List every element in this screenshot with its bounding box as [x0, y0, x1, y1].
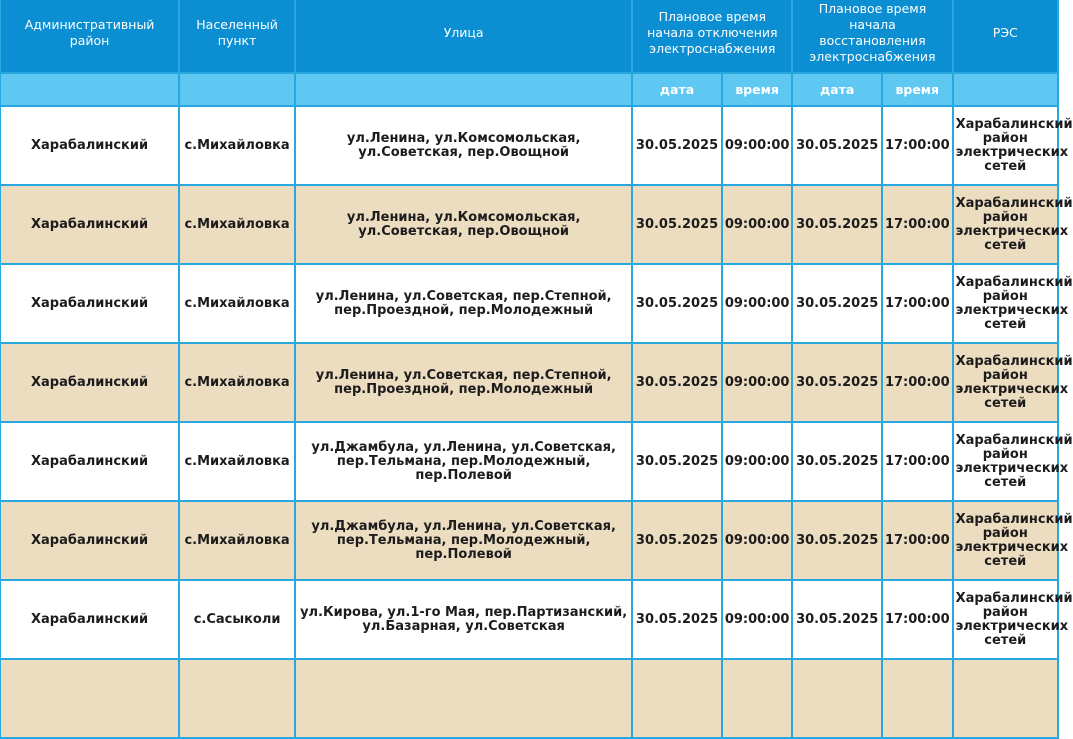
cell-off-time: 09:00:00 — [722, 343, 793, 422]
cell-res: Харабалинский район электрических сетей — [953, 422, 1058, 501]
cell-on-time: 17:00:00 — [882, 422, 953, 501]
cell-locality: с.Михайловка — [179, 185, 295, 264]
cell-on-date: 30.05.2025 — [792, 106, 882, 185]
table-row — [0, 501, 1058, 580]
header-locality: Населенный пункт — [179, 0, 295, 73]
cell-district: Харабалинский — [0, 580, 179, 659]
header-restore-start: Плановое время начала восстановления электроснабжения — [792, 0, 952, 73]
cell-streets: ул.Ленина, ул.Комсомольская, ул.Советская, пер.Овощной — [295, 185, 632, 264]
subheader-empty — [953, 73, 1058, 106]
cell-res: Харабалинский район электрических сетей — [953, 501, 1058, 580]
subheader-time: время — [722, 73, 793, 106]
cell-res: Харабалинский район электрических сетей — [953, 185, 1058, 264]
cell-off-time: 09:00:00 — [722, 106, 793, 185]
cell-district: Харабалинский — [0, 501, 179, 580]
cell-off-time: 09:00:00 — [722, 185, 793, 264]
cell-off-time: 09:00:00 — [722, 580, 793, 659]
cell-streets: ул.Джамбула, ул.Ленина, ул.Советская, пер.Тельмана, пер.Молодежный, пер.Полевой — [295, 422, 632, 501]
cell-on-date: 30.05.2025 — [792, 185, 882, 264]
cell-district: Харабалинский — [0, 264, 179, 343]
cell-streets: ул.Джамбула, ул.Ленина, ул.Советская, пер.Тельмана, пер.Молодежный, пер.Полевой — [295, 501, 632, 580]
cell-on-time: 17:00:00 — [882, 185, 953, 264]
table-row — [0, 264, 1058, 343]
cell-district: Харабалинский — [0, 343, 179, 422]
cell-res: Харабалинский район электрических сетей — [953, 343, 1058, 422]
header-row — [0, 0, 1058, 73]
header-res: РЭС — [953, 0, 1058, 73]
subheader-empty — [295, 73, 632, 106]
header-street: Улица — [295, 0, 632, 73]
cell-on-date: 30.05.2025 — [792, 343, 882, 422]
cell-off-date: 30.05.2025 — [632, 185, 722, 264]
table-row-partial — [0, 659, 1058, 738]
subheader-date: дата — [792, 73, 882, 106]
table-row — [0, 106, 1058, 185]
cell-on-date: 30.05.2025 — [792, 580, 882, 659]
cell-on-date: 30.05.2025 — [792, 422, 882, 501]
cell-off-time: 09:00:00 — [722, 501, 793, 580]
subheader-time: время — [882, 73, 953, 106]
table-row — [0, 422, 1058, 501]
subheader-date: дата — [632, 73, 722, 106]
cell-off-date: 30.05.2025 — [632, 264, 722, 343]
cell-off-date: 30.05.2025 — [632, 501, 722, 580]
cell-off-time: 09:00:00 — [722, 264, 793, 343]
cell-on-time: 17:00:00 — [882, 580, 953, 659]
cell-off-date: 30.05.2025 — [632, 422, 722, 501]
cell-off-date: 30.05.2025 — [632, 580, 722, 659]
header-outage-start: Плановое время начала отключения электроснабжения — [632, 0, 792, 73]
cell-streets: ул.Ленина, ул.Советская, пер.Степной, пер.Проездной, пер.Молодежный — [295, 343, 632, 422]
cell-res: Харабалинский район электрических сетей — [953, 264, 1058, 343]
cell-streets: ул.Ленина, ул.Комсомольская, ул.Советская, пер.Овощной — [295, 106, 632, 185]
cell-district: Харабалинский — [0, 106, 179, 185]
cell-off-date: 30.05.2025 — [632, 106, 722, 185]
cell-res: Харабалинский район электрических сетей — [953, 106, 1058, 185]
cell-on-time: 17:00:00 — [882, 343, 953, 422]
table-row — [0, 185, 1058, 264]
cell-locality: с.Михайловка — [179, 264, 295, 343]
cell-streets: ул.Ленина, ул.Советская, пер.Степной, пер.Проездной, пер.Молодежный — [295, 264, 632, 343]
cell-district: Харабалинский — [0, 422, 179, 501]
cell-district: Харабалинский — [0, 185, 179, 264]
cell-locality: с.Михайловка — [179, 422, 295, 501]
subheader-row — [0, 73, 1058, 106]
subheader-empty — [0, 73, 179, 106]
table-row — [0, 580, 1058, 659]
cell-locality: с.Михайловка — [179, 343, 295, 422]
subheader-empty — [179, 73, 295, 106]
cell-locality: с.Михайловка — [179, 106, 295, 185]
cell-off-date: 30.05.2025 — [632, 343, 722, 422]
table-row — [0, 343, 1058, 422]
cell-streets: ул.Кирова, ул.1-го Мая, пер.Партизанский, ул.Базарная, ул.Советская — [295, 580, 632, 659]
cell-on-date: 30.05.2025 — [792, 264, 882, 343]
cell-on-time: 17:00:00 — [882, 106, 953, 185]
cell-res: Харабалинский район электрических сетей — [953, 580, 1058, 659]
cell-on-time: 17:00:00 — [882, 264, 953, 343]
cell-locality: с.Михайловка — [179, 501, 295, 580]
cell-locality: с.Сасыколи — [179, 580, 295, 659]
cell-on-time: 17:00:00 — [882, 501, 953, 580]
cell-off-time: 09:00:00 — [722, 422, 793, 501]
cell-on-date: 30.05.2025 — [792, 501, 882, 580]
header-district: Административный район — [0, 0, 179, 73]
